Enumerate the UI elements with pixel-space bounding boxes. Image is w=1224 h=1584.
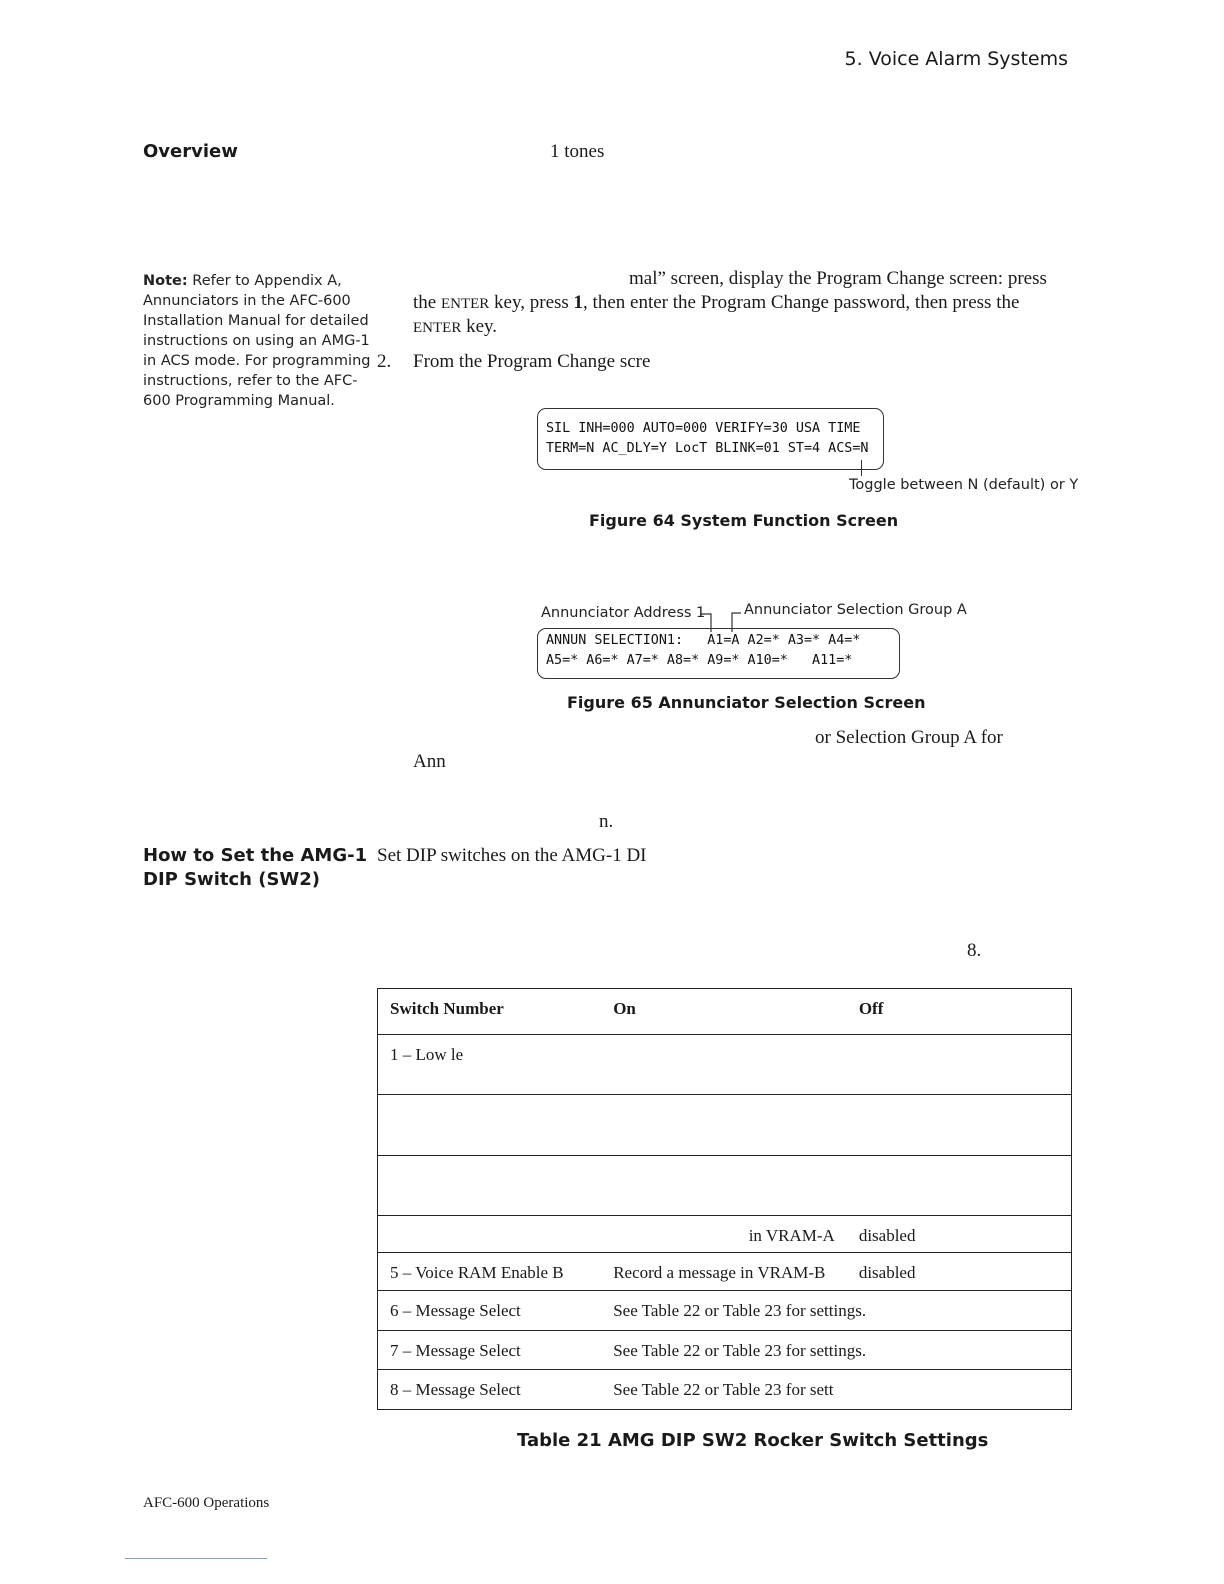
table-row (378, 1253, 1072, 1291)
step2-text: From the Program Change scre (413, 351, 651, 372)
step2-number: 2. (377, 351, 392, 372)
margin-note (143, 271, 370, 411)
step1-text: the (413, 292, 441, 313)
table-cell: See Table 22 or Table 23 for sett (601, 1370, 1071, 1410)
enter-key: ENTER (413, 320, 462, 336)
acs-toggle-callout: Toggle between N (default) or Y (849, 477, 1079, 493)
table-cell (601, 1095, 847, 1156)
system-function-lcd (537, 408, 884, 470)
table-cell (601, 1156, 847, 1216)
note-label: Note: (143, 273, 188, 289)
note-line: Refer to Appendix A, (187, 273, 342, 289)
heading-line: DIP Switch (SW2) (143, 869, 321, 890)
table-cell: 5 – Voice RAM Enable B (378, 1253, 602, 1291)
step1-line3 (413, 316, 497, 338)
table-cell: See Table 22 or Table 23 for settings. (601, 1331, 1071, 1370)
step1-text: key. (461, 316, 498, 337)
callout-leader (861, 460, 862, 476)
note-line: instructions on using an AMG-1 (143, 333, 370, 349)
table-row (378, 1331, 1072, 1370)
running-header: 5. Voice Alarm Systems (844, 48, 1068, 70)
step1-line1: mal” screen, display the Program Change screen: press (629, 268, 1047, 289)
table-row (378, 1095, 1072, 1156)
dip-sw2-table (377, 988, 1072, 1410)
annunciator-address-callout: Annunciator Address 1 (541, 605, 706, 621)
table-cell: 8 – Message Select (378, 1370, 602, 1410)
table-row (378, 1291, 1072, 1331)
column-header: Switch Number (378, 989, 602, 1035)
overview-heading: Overview (143, 141, 238, 162)
note-line: in ACS mode. For programming (143, 353, 371, 369)
lcd-line: SIL INH=000 AUTO=000 VERIFY=30 USA TIME (546, 421, 861, 436)
table-cell: 6 – Message Select (378, 1291, 602, 1331)
table-row (378, 1370, 1072, 1410)
step1-text: , then enter the Program Change password, then press the (583, 292, 1020, 313)
table-cell (601, 1035, 847, 1095)
text-fragment: 8. (967, 940, 982, 961)
table-cell (847, 1156, 1072, 1216)
enter-key: ENTER (440, 296, 490, 312)
text-fragment: Ann (413, 751, 446, 772)
step1-line2 (413, 292, 1019, 314)
table-row (378, 1035, 1072, 1095)
table-cell: Record a message in VRAM-B (601, 1253, 847, 1291)
column-header: On (601, 989, 847, 1035)
figure65-caption: Figure 65 Annunciator Selection Screen (567, 693, 926, 712)
note-line: Installation Manual for detailed (143, 313, 369, 329)
table-cell: 7 – Message Select (378, 1331, 602, 1370)
table-cell (378, 1095, 602, 1156)
table-row (378, 1216, 1072, 1253)
annunciator-selection-lcd (537, 628, 900, 679)
note-line: Annunciators in the AFC-600 (143, 293, 351, 309)
note-line: 600 Programming Manual. (143, 393, 335, 409)
lcd-line: ANNUN SELECTION1: A1=A A2=* A3=* A4=* (546, 633, 861, 648)
lcd-line: TERM=N AC_DLY=Y LocT BLINK=01 ST=4 ACS=N (546, 441, 869, 456)
heading-line: How to Set the AMG-1 (143, 845, 368, 866)
table-cell: disabled (847, 1253, 1072, 1291)
table-cell (847, 1095, 1072, 1156)
note-line: instructions, refer to the AFC- (143, 373, 358, 389)
table-cell: in VRAM-A (601, 1216, 847, 1253)
dip-switch-heading (143, 844, 367, 892)
step1-text: key, press (489, 292, 574, 313)
table21-caption: Table 21 AMG DIP SW2 Rocker Switch Settings (517, 1430, 989, 1451)
text-fragment: n. (599, 811, 614, 832)
selection-group-callout: Annunciator Selection Group A (744, 602, 967, 618)
table-cell: disabled (847, 1216, 1072, 1253)
page-footer: AFC-600 Operations (143, 1495, 270, 1511)
overview-text-fragment: 1 tones (550, 141, 605, 162)
table-cell: See Table 22 or Table 23 for settings. (601, 1291, 1071, 1331)
text-fragment: or Selection Group A for (815, 727, 1003, 748)
figure64-caption: Figure 64 System Function Screen (589, 511, 899, 530)
column-header: Off (847, 989, 1072, 1035)
key-one: 1 (573, 292, 584, 313)
table-header-row (378, 989, 1072, 1035)
footer-rule (125, 1558, 267, 1559)
table-cell (378, 1216, 602, 1253)
table-cell (847, 1035, 1072, 1095)
dip-intro: Set DIP switches on the AMG-1 DI (377, 845, 647, 866)
table-cell: 1 – Low le (378, 1035, 602, 1095)
table-cell (378, 1156, 602, 1216)
lcd-line: A5=* A6=* A7=* A8=* A9=* A10=* A11=* (546, 653, 853, 668)
table-row (378, 1156, 1072, 1216)
